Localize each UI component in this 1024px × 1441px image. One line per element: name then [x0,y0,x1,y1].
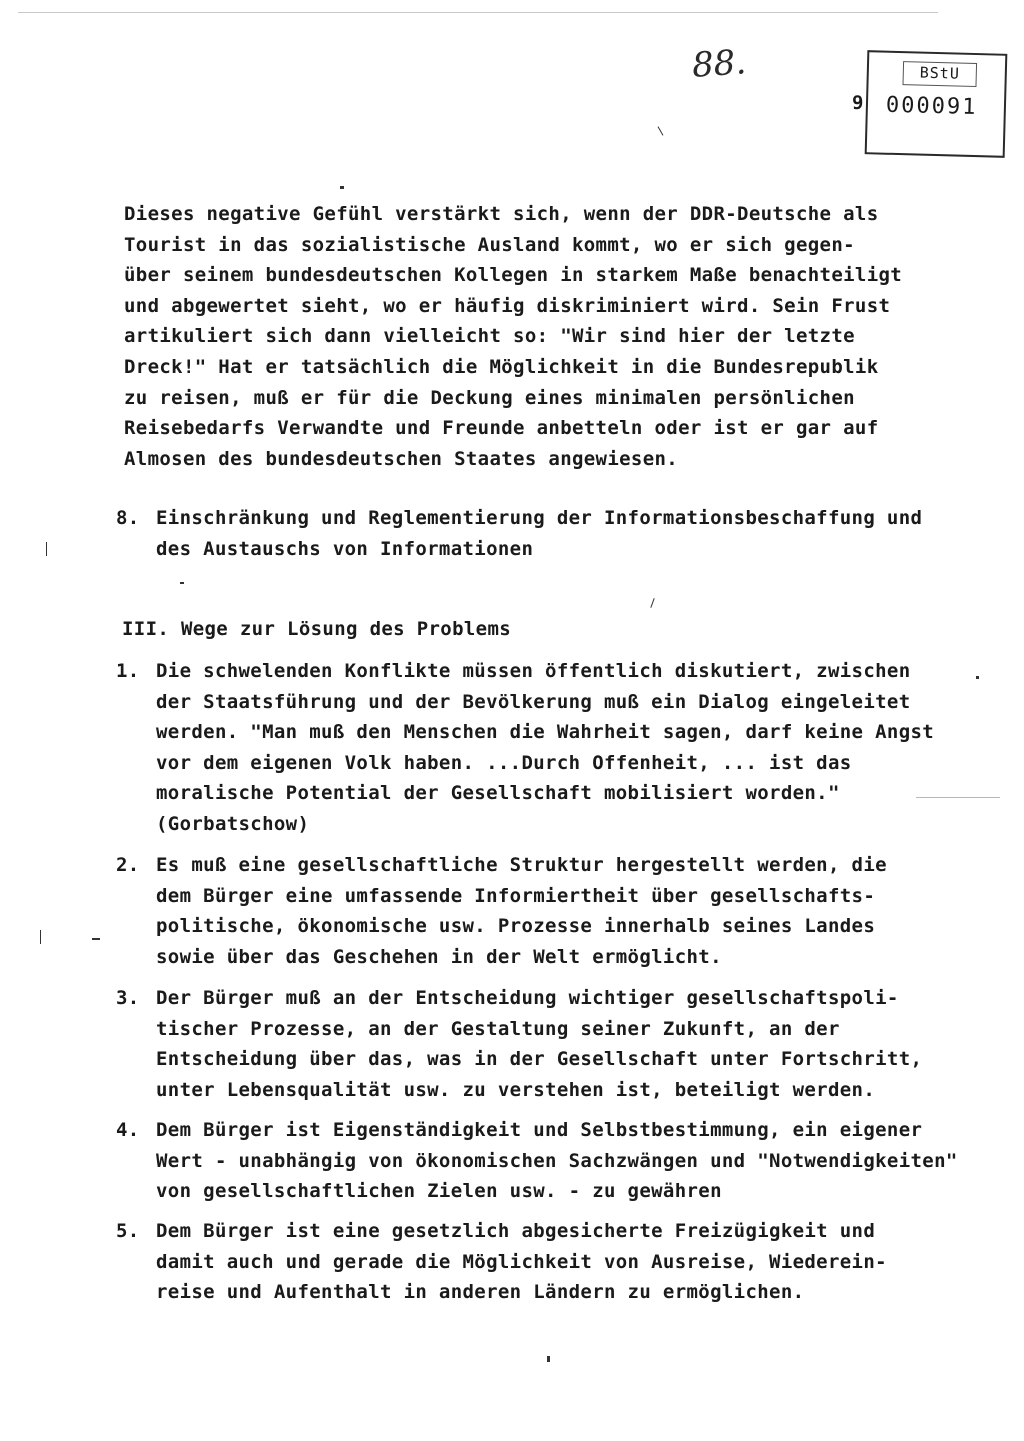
scan-artifact [92,938,100,940]
stamp-number: 000091 [885,92,978,121]
item-line: Einschränkung und Reglementierung der Informationsbeschaffung und [156,507,923,529]
item-line: des Austauschs von Informationen [156,537,534,560]
item-line: Es muß eine gesellschaftliche Struktur hergestellt werden, die [156,854,887,876]
paragraph-line: Tourist in das sozialistische Ausland kommt, wo er sich gegen- [124,233,855,256]
item-line: Der Bürger muß an der Entscheidung wichtiger gesellschaftspoli- [156,987,899,1009]
item-body [156,656,934,840]
item-number: 8. [116,507,140,529]
item-line: Entscheidung über das, was in der Gesellschaft unter Fortschritt, [156,1048,923,1071]
item-line: dem Bürger eine umfassende Informiertheit über gesellschafts- [156,884,876,907]
item-body [156,983,922,1105]
item-line: sowie über das Geschehen in der Welt ermöglicht. [156,945,722,968]
item-line: reise und Aufenthalt in anderen Ländern zu ermöglichen. [156,1281,805,1304]
stamp-agency-box [902,61,977,87]
paragraph-line: und abgewertet sieht, wo er häufig diskriminiert wird. Sein Frust [124,294,891,317]
item-line: unter Lebensqualität usw. zu verstehen ist, beteiligt werden. [156,1078,876,1101]
scan-artifact [40,930,41,944]
item-line: (Gorbatschow) [156,812,310,835]
paragraph-line: artikuliert sich dann vielleicht so: "Wir sind hier der letzte [124,325,855,348]
item-line: Die schwelenden Konflikte müssen öffentlich diskutiert, zwischen [156,660,911,682]
item-body [156,850,887,972]
paragraph-line: Dieses negative Gefühl verstärkt sich, wenn der DDR-Deutsche als [124,203,879,225]
item-line: der Staatsführung und der Bevölkerung muß ein Dialog eingeleitet [156,690,911,713]
scan-artifact [976,676,979,679]
margin-page-number: 9 [852,92,864,114]
item-line: damit auch und gerade die Möglichkeit von Ausreise, Wiederein- [156,1250,887,1273]
scan-artifact [340,186,344,189]
scan-artifact [658,126,664,135]
item-body [156,1216,887,1308]
item-number: 4. [116,1119,140,1141]
item-body [156,503,922,564]
scan-edge-line [18,12,938,13]
item-line: von gesellschaftlichen Zielen usw. - zu gewähren [156,1180,722,1203]
archive-stamp [865,50,1008,158]
paragraph-line: zu reisen, muß er für die Deckung eines minimalen persönlichen [124,386,855,409]
item-body [156,1115,958,1207]
item-line: Wert - unabhängig von ökonomischen Sachzwängen und "Notwendigkeiten" [156,1149,958,1172]
paragraph-line: Dreck!" Hat er tatsächlich die Möglichkeit in die Bundesrepublik [124,355,879,378]
item-line: Dem Bürger ist Eigenständigkeit und Selbstbestimmung, ein eigener [156,1119,923,1141]
item-line: tischer Prozesse, an der Gestaltung seiner Zukunft, an der [156,1017,840,1040]
item-number: 3. [116,987,140,1009]
item-line: moralische Potential der Gesellschaft mobilisiert worden." [156,782,840,805]
item-line: politische, ökonomische usw. Prozesse innerhalb seines Landes [156,915,876,938]
paragraph-line: über seinem bundesdeutschen Kollegen in starkem Maße benachteiligt [124,264,903,287]
opening-paragraph [124,199,984,474]
scan-artifact [650,598,654,608]
item-line: Dem Bürger ist eine gesetzlich abgesicherte Freizügigkeit und [156,1220,876,1242]
item-number: 1. [116,660,140,682]
scan-artifact [916,797,1000,798]
scan-artifact [46,542,47,556]
scan-artifact [547,1356,550,1362]
section-heading: III. Wege zur Lösung des Problems [122,618,512,640]
stamp-agency: BStU [919,63,961,83]
paragraph-line: Almosen des bundesdeutschen Staates angewiesen. [124,447,679,470]
handwritten-page-number: 88. [690,42,748,86]
paragraph-line: Reisebedarfs Verwandte und Freunde anbetteln oder ist er gar auf [124,417,879,440]
item-number: 2. [116,854,140,876]
item-number: 5. [116,1220,140,1242]
item-line: vor dem eigenen Volk haben. ...Durch Offenheit, ... ist das [156,751,852,774]
scan-artifact [180,582,184,584]
item-line: werden. "Man muß den Menschen die Wahrheit sagen, darf keine Angst [156,721,935,744]
